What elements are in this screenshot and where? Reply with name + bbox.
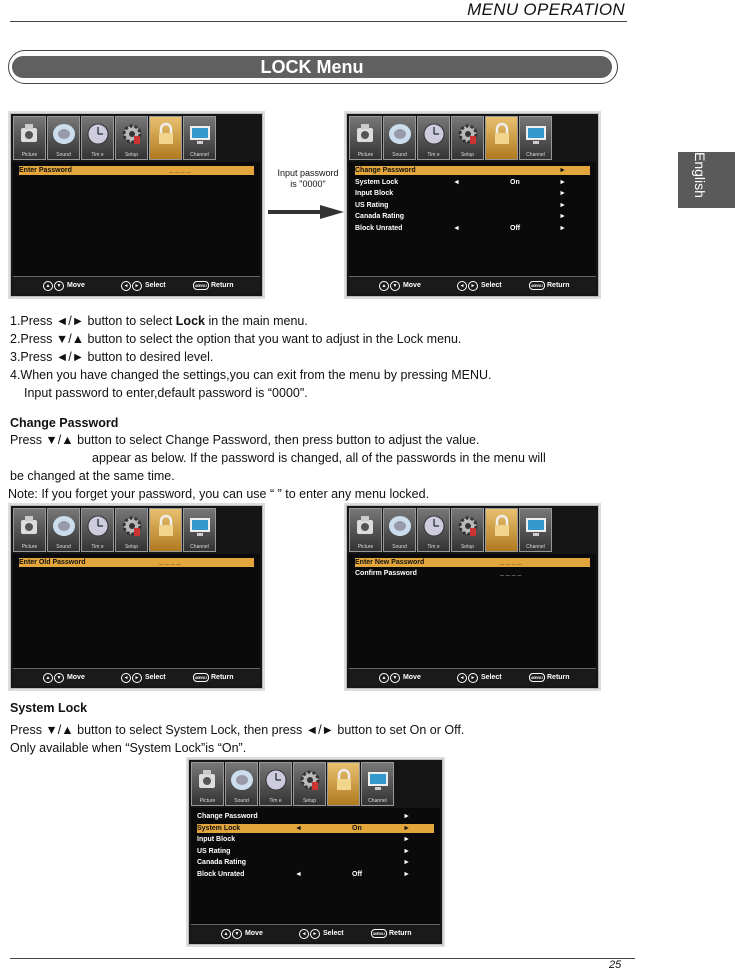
tv-screen-lock-menu <box>346 113 599 297</box>
menu-tab-channel[interactable] <box>519 116 552 160</box>
right-arrow-icon: ► <box>403 824 410 832</box>
menu-tab-lock[interactable] <box>485 508 518 552</box>
menu-key-icon: MENU <box>371 929 387 938</box>
menu-tab-label: Tim e <box>269 798 282 804</box>
menu-row-change-password[interactable]: Change Password ► <box>355 166 590 175</box>
menu-tab-picture[interactable] <box>13 116 46 160</box>
menu-tab-label: Setup <box>460 544 475 550</box>
menu-tab-lock[interactable] <box>149 508 182 552</box>
menu-tab-channel[interactable] <box>183 116 216 160</box>
menu-row-input-block[interactable]: Input Block ► <box>197 836 410 843</box>
menu-tab-sound[interactable] <box>47 508 80 552</box>
menu-body <box>349 554 596 668</box>
footer-divider <box>10 958 635 959</box>
left-arrow-icon: ◄ <box>453 178 460 186</box>
select-hint: ◄ ► Select <box>121 281 166 291</box>
return-hint: MENU Return <box>193 281 234 290</box>
menu-row-block-unrated[interactable]: Block Unrated ◄ Off ► <box>355 224 566 232</box>
menu-icon-row <box>13 116 260 160</box>
select-hint: ◄ ► Select <box>299 929 344 939</box>
menu-bottom-bar <box>13 668 260 686</box>
right-arrow-icon: ► <box>403 847 410 855</box>
right-circle-icon: ► <box>132 673 142 683</box>
system-lock-line-1: Press ▼/▲ button to select System Lock, then press ◄/► button to set On or Off. <box>10 723 465 737</box>
right-arrow-icon: ► <box>559 224 566 232</box>
left-arrow-icon: ◄ <box>295 870 302 878</box>
menu-row-block-unrated[interactable]: Block Unrated ◄ Off ► <box>197 870 410 878</box>
menu-tab-time[interactable] <box>259 762 292 806</box>
menu-tab-label: Channel <box>190 152 209 158</box>
step-3: 3.Press ◄/► button to desired level. <box>10 350 214 364</box>
menu-row-us-rating[interactable]: US Rating ► <box>355 201 566 209</box>
left-circle-icon: ◄ <box>121 281 131 291</box>
move-hint: ▲ ▼ Move <box>379 281 421 291</box>
right-arrow-icon: ► <box>559 167 566 174</box>
menu-tab-channel[interactable] <box>361 762 394 806</box>
menu-body <box>13 554 260 668</box>
menu-tab-lock[interactable] <box>149 116 182 160</box>
menu-row-us-rating[interactable]: US Rating ► <box>197 847 410 855</box>
menu-tab-label: Tim e <box>427 152 440 158</box>
menu-tab-label: Tim e <box>91 544 104 550</box>
menu-body <box>13 162 260 276</box>
menu-tab-setup[interactable] <box>293 762 326 806</box>
change-password-line-1: Press ▼/▲ button to select Change Password, then press button to adjust the value. <box>10 433 480 447</box>
right-arrow-icon: ► <box>559 201 566 209</box>
step-2: 2.Press ▼/▲ button to select the option that you want to adjust in the Lock menu. <box>10 332 462 346</box>
forgot-password-note: Note: If you forget your password, you can use “ ” to enter any menu locked. <box>8 487 430 501</box>
up-circle-icon: ▲ <box>379 673 389 683</box>
menu-bottom-bar <box>13 276 260 294</box>
step-4-note: Input password to enter,default password is “0000". <box>24 386 308 400</box>
menu-tab-label: Tim e <box>91 152 104 158</box>
menu-tab-label: Channel <box>526 544 545 550</box>
move-hint: ▲ ▼ Move <box>379 673 421 683</box>
menu-tab-setup[interactable] <box>115 116 148 160</box>
menu-tab-picture[interactable] <box>349 116 382 160</box>
menu-icon-row <box>349 508 596 552</box>
menu-tab-time[interactable] <box>81 508 114 552</box>
menu-row-change-password[interactable]: Change Password ► <box>197 813 410 820</box>
page-header-title: MENU OPERATION <box>467 0 625 19</box>
menu-tab-channel[interactable] <box>519 508 552 552</box>
menu-tab-picture[interactable] <box>349 508 382 552</box>
menu-icon-row <box>349 116 596 160</box>
menu-tab-label: Picture <box>199 798 216 804</box>
select-hint: ◄ ► Select <box>457 281 502 291</box>
menu-row-input-block[interactable]: Input Block ► <box>355 190 566 197</box>
menu-tab-label: Picture <box>357 152 374 158</box>
menu-row-canada-rating[interactable]: Canada Rating ► <box>197 859 410 866</box>
right-circle-icon: ► <box>310 929 320 939</box>
up-circle-icon: ▲ <box>379 281 389 291</box>
menu-row-confirm-password: Confirm Password _ _ _ _ <box>355 570 522 577</box>
system-lock-heading: System Lock <box>10 701 88 715</box>
menu-tab-time[interactable] <box>417 116 450 160</box>
up-circle-icon: ▲ <box>43 673 53 683</box>
down-circle-icon: ▼ <box>232 929 242 939</box>
menu-tab-sound[interactable] <box>383 508 416 552</box>
up-circle-icon: ▲ <box>221 929 231 939</box>
right-circle-icon: ► <box>468 673 478 683</box>
menu-row-system-lock[interactable]: System Lock ◄ On ► <box>355 178 566 186</box>
left-circle-icon: ◄ <box>299 929 309 939</box>
change-password-line-2: appear as below. If the password is changed, all of the passwords in the menu will <box>92 451 546 465</box>
return-hint: MENU Return <box>371 929 412 938</box>
menu-tab-setup[interactable] <box>115 508 148 552</box>
move-hint: ▲ ▼ Move <box>43 673 85 683</box>
menu-tab-setup[interactable] <box>451 508 484 552</box>
move-hint: ▲ ▼ Move <box>43 281 85 291</box>
return-hint: MENU Return <box>193 673 234 682</box>
tv-screen-system-lock <box>188 759 443 945</box>
menu-tab-label: Sound <box>56 544 71 550</box>
menu-tab-picture[interactable] <box>13 508 46 552</box>
system-lock-line-2: Only available when “System Lock”is “On”. <box>10 741 247 755</box>
menu-tab-label: Sound <box>392 152 407 158</box>
select-hint: ◄ ► Select <box>121 673 166 683</box>
page-number: 25 <box>609 959 622 971</box>
left-arrow-icon: ◄ <box>295 824 302 832</box>
menu-row-system-lock[interactable]: System Lock ◄ On ► <box>197 824 434 833</box>
right-arrow-icon: ► <box>403 813 410 820</box>
menu-tab-label: Channel <box>190 544 209 550</box>
menu-row-new-password: Enter New Password _ _ _ _ <box>355 558 590 567</box>
menu-tab-label: Setup <box>124 544 139 550</box>
change-password-line-3: be changed at the same time. <box>10 469 175 483</box>
menu-tab-time[interactable] <box>417 508 450 552</box>
menu-key-icon: MENU <box>193 281 209 290</box>
menu-tab-setup[interactable] <box>451 116 484 160</box>
left-circle-icon: ◄ <box>457 281 467 291</box>
right-arrow-icon: ► <box>559 213 566 220</box>
tv-screen-old-password <box>10 505 263 689</box>
menu-bottom-bar <box>191 924 440 942</box>
step-1: 1.Press ◄/► button to select Lock in the main menu. <box>10 314 308 328</box>
menu-tab-lock[interactable] <box>327 762 360 806</box>
up-circle-icon: ▲ <box>43 281 53 291</box>
language-label: English <box>692 152 708 198</box>
menu-row-enter-password: Enter Password _ _ _ _ <box>19 166 254 175</box>
menu-key-icon: MENU <box>529 281 545 290</box>
right-arrow-icon: ► <box>403 870 410 878</box>
right-arrow-icon: ► <box>403 859 410 866</box>
menu-tab-time[interactable] <box>81 116 114 160</box>
menu-tab-label: Picture <box>21 544 38 550</box>
right-arrow-icon: ► <box>559 190 566 197</box>
section-banner-title: LOCK Menu <box>12 56 612 78</box>
right-arrow-icon: ► <box>403 836 410 843</box>
menu-tab-label: Channel <box>368 798 387 804</box>
menu-row-old-password: Enter Old Password _ _ _ _ <box>19 558 254 567</box>
menu-bottom-bar <box>349 668 596 686</box>
menu-key-icon: MENU <box>529 673 545 682</box>
step-4: 4.When you have changed the settings,you can exit from the menu by pressing MENU. <box>10 368 492 382</box>
transition-note: Input password is "0000" <box>277 168 339 189</box>
down-circle-icon: ▼ <box>54 281 64 291</box>
left-arrow-icon: ◄ <box>453 224 460 232</box>
select-hint: ◄ ► Select <box>457 673 502 683</box>
language-side-tab <box>678 152 735 208</box>
menu-icon-row <box>13 508 260 552</box>
menu-tab-label: Picture <box>21 152 38 158</box>
menu-tab-label: Setup <box>302 798 317 804</box>
right-circle-icon: ► <box>132 281 142 291</box>
menu-tab-label: Channel <box>526 152 545 158</box>
menu-tab-label: Sound <box>234 798 249 804</box>
menu-tab-label: Setup <box>124 152 139 158</box>
menu-tab-channel[interactable] <box>183 508 216 552</box>
menu-tab-label: Sound <box>392 544 407 550</box>
down-circle-icon: ▼ <box>390 281 400 291</box>
menu-body <box>349 162 596 276</box>
menu-tab-label: Tim e <box>427 544 440 550</box>
menu-tab-label: Setup <box>460 152 475 158</box>
tv-screen-new-password <box>346 505 599 689</box>
menu-body <box>191 808 440 924</box>
menu-tab-sound[interactable] <box>225 762 258 806</box>
menu-tab-label: Picture <box>357 544 374 550</box>
down-circle-icon: ▼ <box>54 673 64 683</box>
left-circle-icon: ◄ <box>457 673 467 683</box>
right-arrow-icon <box>268 205 344 219</box>
menu-tab-lock[interactable] <box>485 116 518 160</box>
tv-screen-enter-password <box>10 113 263 297</box>
change-password-heading: Change Password <box>10 416 119 430</box>
menu-tab-sound[interactable] <box>47 116 80 160</box>
menu-tab-picture[interactable] <box>191 762 224 806</box>
header-divider <box>10 21 627 22</box>
return-hint: MENU Return <box>529 281 570 290</box>
move-hint: ▲ ▼ Move <box>221 929 263 939</box>
menu-bottom-bar <box>349 276 596 294</box>
menu-icon-row <box>191 762 440 806</box>
menu-tab-sound[interactable] <box>383 116 416 160</box>
menu-key-icon: MENU <box>193 673 209 682</box>
menu-tab-label: Sound <box>56 152 71 158</box>
down-circle-icon: ▼ <box>390 673 400 683</box>
right-circle-icon: ► <box>468 281 478 291</box>
right-arrow-icon: ► <box>559 178 566 186</box>
return-hint: MENU Return <box>529 673 570 682</box>
left-circle-icon: ◄ <box>121 673 131 683</box>
menu-row-canada-rating[interactable]: Canada Rating ► <box>355 213 566 220</box>
